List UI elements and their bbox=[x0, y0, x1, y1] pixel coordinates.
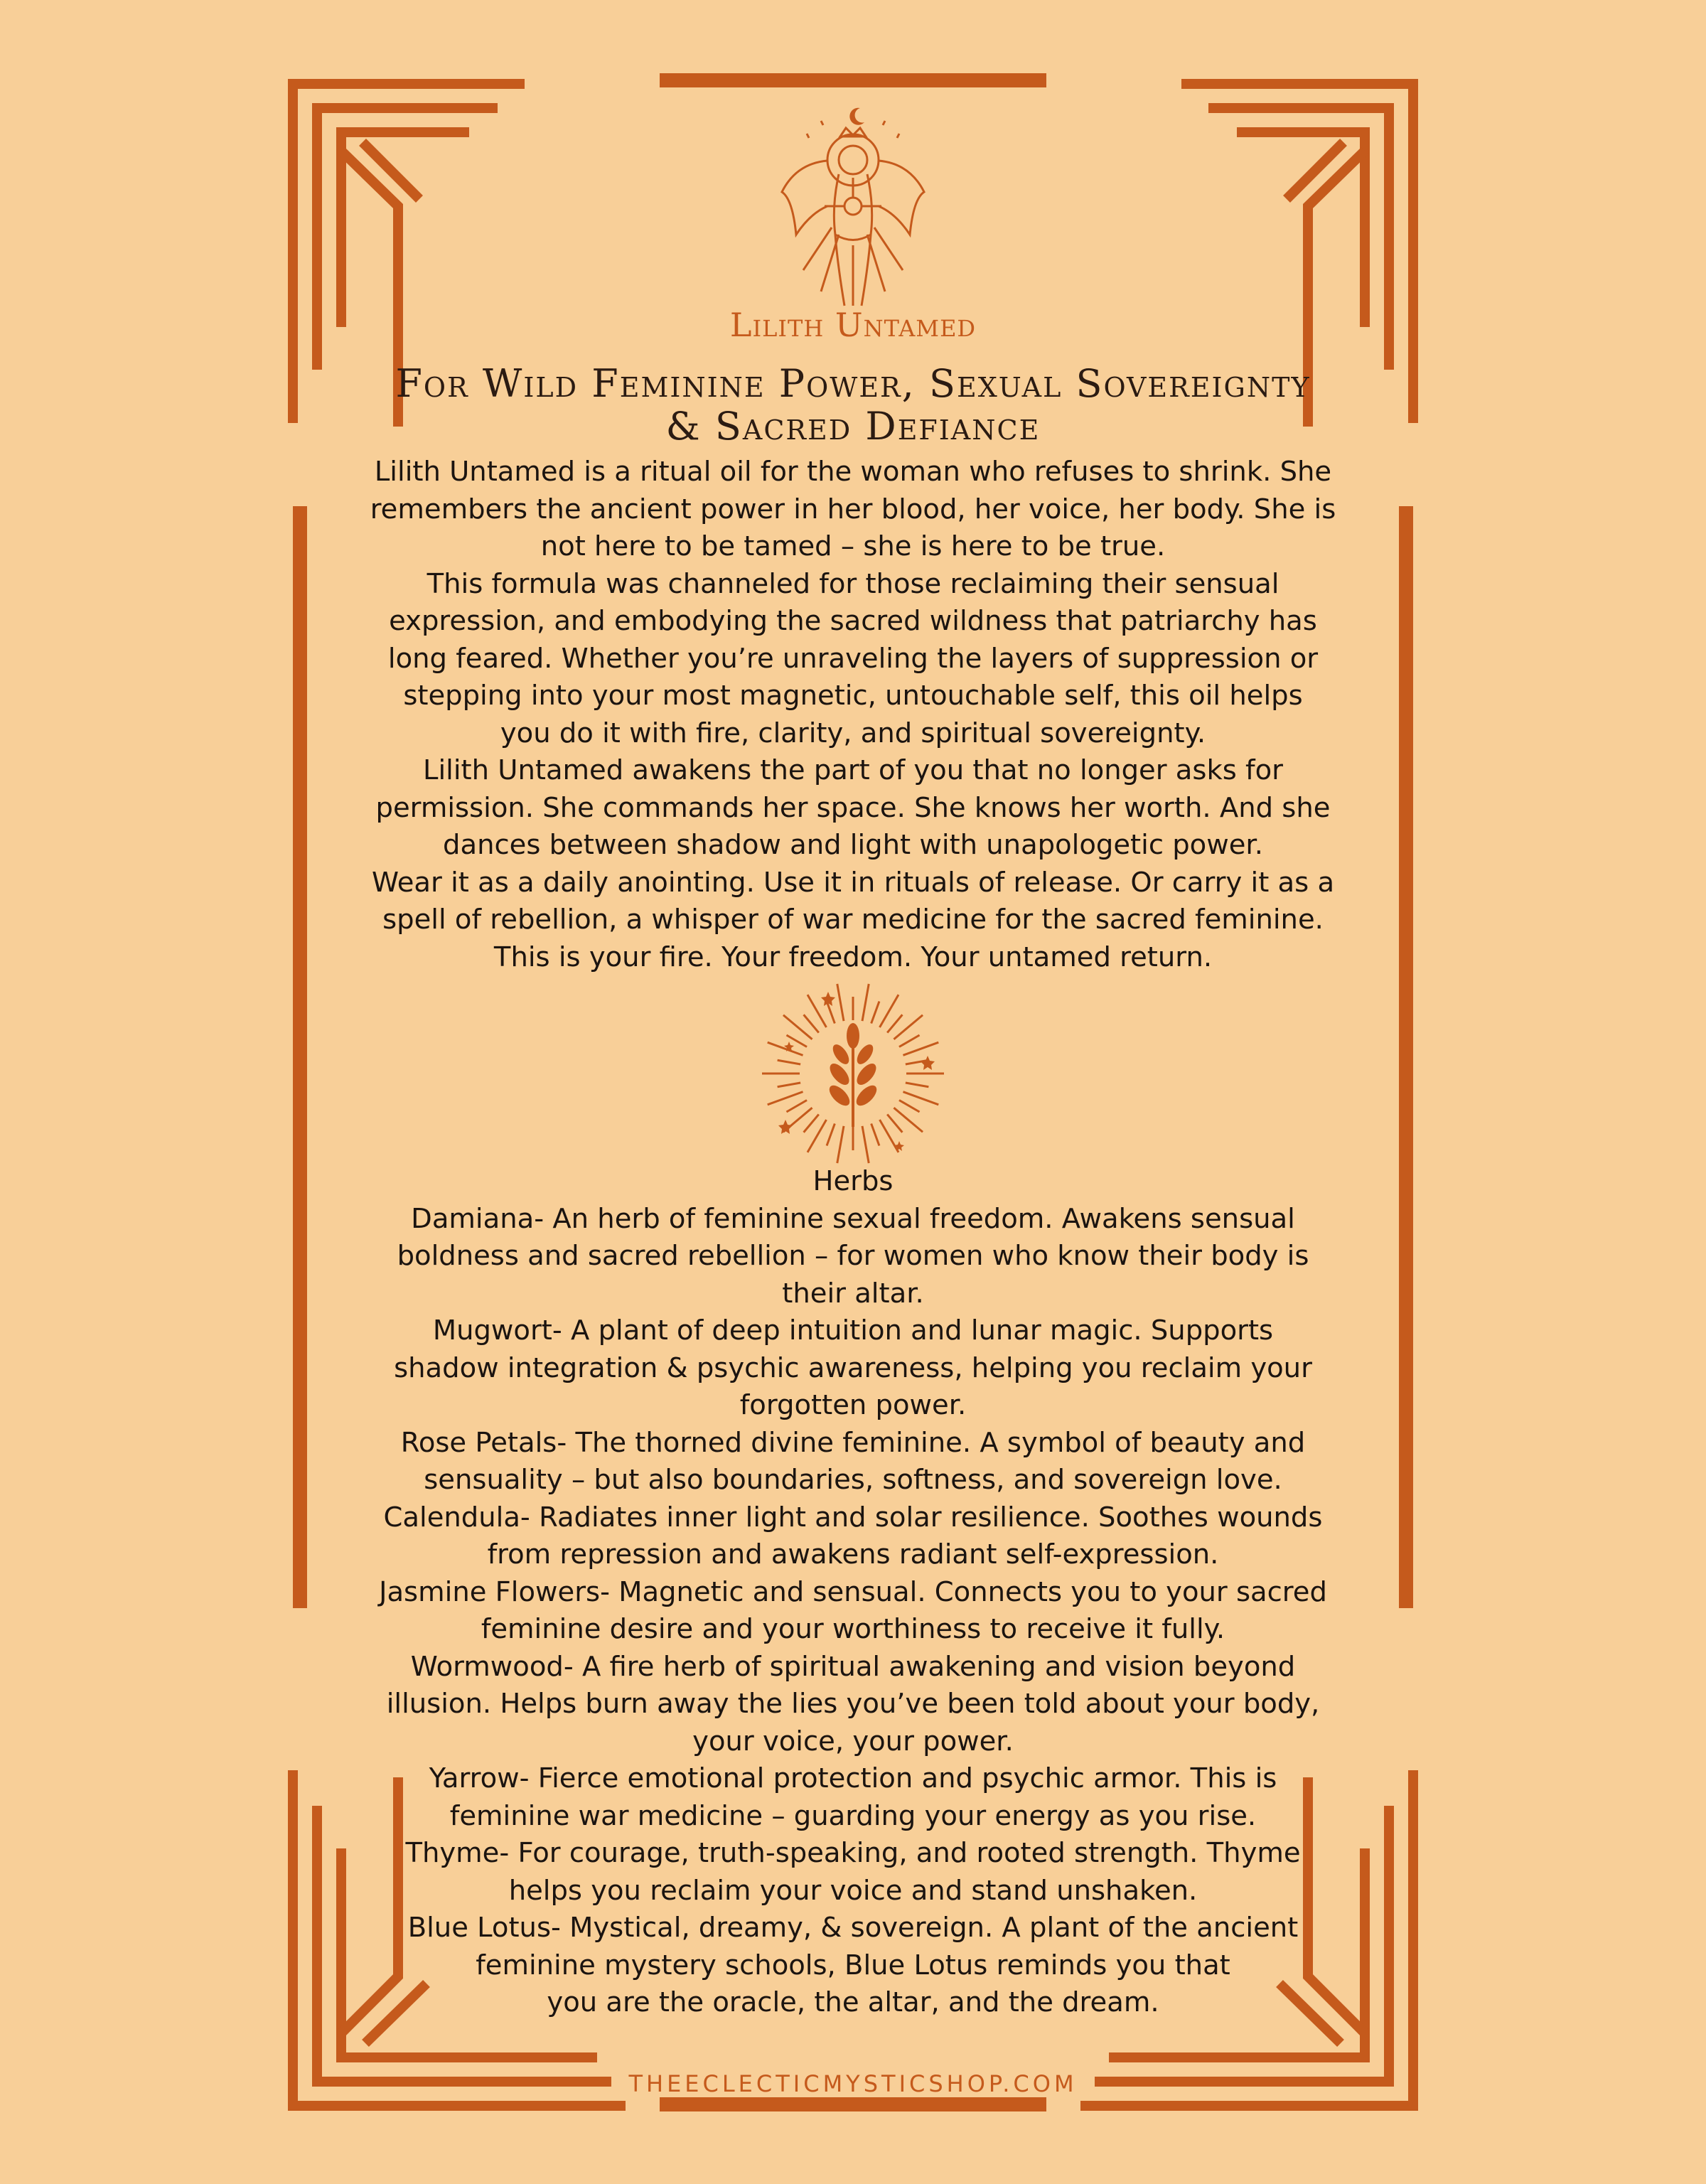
herbs-heading: Herbs bbox=[812, 1165, 894, 1197]
frame-right-bar bbox=[1399, 506, 1413, 1608]
herb-line: Yarrow- Fierce emotional protection and psychic armor. This is bbox=[429, 1762, 1277, 1794]
intro-line: This is your fire. Your freedom. Your untamed return. bbox=[493, 941, 1213, 973]
herb-line: Thyme- For courage, truth-speaking, and rooted strength. Thyme bbox=[405, 1837, 1301, 1869]
sun-ray bbox=[887, 1015, 902, 1032]
sun-ray bbox=[871, 1002, 879, 1024]
sun-ray bbox=[862, 1126, 869, 1163]
sun-ray bbox=[887, 1114, 902, 1132]
herb-line: feminine war medicine – guarding your energy as you rise. bbox=[449, 1799, 1257, 1832]
tagline-line-1: For Wild Feminine Power, Sexual Sovereignty bbox=[395, 361, 1311, 406]
herb-line: from repression and awakens radiant self-expression. bbox=[487, 1538, 1219, 1570]
herb-line: helps you reclaim your voice and stand unshaken. bbox=[508, 1874, 1198, 1907]
sun-sprig-icon bbox=[757, 978, 949, 1169]
herb-line: Blue Lotus- Mystical, dreamy, & sovereign. A plant of the ancient bbox=[407, 1912, 1299, 1944]
intro-line: remembers the ancient power in her blood, her voice, her body. She is bbox=[370, 493, 1336, 525]
herb-line: forgotten power. bbox=[739, 1389, 967, 1421]
sun-ray bbox=[871, 1123, 879, 1145]
herb-line: Damiana- An herb of feminine sexual freedom. Awakens sensual bbox=[411, 1202, 1295, 1235]
intro-line: permission. She commands her space. She knows her worth. And she bbox=[375, 791, 1331, 824]
intro-line: dances between shadow and light with unapologetic power. bbox=[443, 829, 1263, 861]
sun-ray bbox=[804, 1114, 819, 1132]
frame-top-bar bbox=[660, 73, 1046, 87]
intro-text bbox=[341, 454, 1365, 976]
brand-name: Lilith Untamed bbox=[729, 306, 977, 344]
herb-line: sensuality – but also boundaries, softness, and sovereign love. bbox=[424, 1464, 1282, 1496]
herb-line: Rose Petals- The thorned divine feminine. A symbol of beauty and bbox=[400, 1426, 1306, 1459]
sun-ray bbox=[899, 1101, 920, 1113]
sun-ray bbox=[786, 1101, 807, 1113]
intro-line: Lilith Untamed awakens the part of you that no longer asks for bbox=[423, 754, 1283, 786]
intro-line: Lilith Untamed is a ritual oil for the woman who refuses to shrink. She bbox=[374, 456, 1332, 488]
sun-ray bbox=[778, 1083, 800, 1087]
intro-line: spell of rebellion, a whisper of war medicine for the sacred feminine. bbox=[382, 904, 1324, 936]
herb-line: boldness and sacred rebellion – for women who know their body is bbox=[397, 1240, 1309, 1272]
tagline-line-2: & Sacred Defiance bbox=[665, 404, 1041, 449]
sun-ray bbox=[768, 1092, 803, 1105]
intro-line: This formula was channeled for those reclaiming their sensual bbox=[426, 567, 1280, 600]
sun-ray bbox=[862, 984, 869, 1021]
herb-line: feminine desire and your worthiness to receive it fully. bbox=[481, 1613, 1225, 1645]
herb-line: you are the oracle, the altar, and the dream. bbox=[547, 1986, 1159, 2018]
sun-ray bbox=[804, 1015, 819, 1032]
herb-line: illusion. Helps burn away the lies you’ve been told about your body, bbox=[386, 1688, 1320, 1720]
sun-ray bbox=[768, 1042, 803, 1055]
sun-ray bbox=[906, 1083, 928, 1087]
sun-ray bbox=[903, 1092, 938, 1105]
herbs-section bbox=[341, 1163, 1365, 2022]
sun-ray bbox=[837, 984, 844, 1021]
frame-left-bar bbox=[293, 506, 307, 1608]
sun-ray bbox=[778, 1060, 800, 1064]
website-link[interactable]: THEECLECTICMYSTICSHOP.COM bbox=[628, 2070, 1078, 2097]
intro-line: expression, and embodying the sacred wildness that patriarchy has bbox=[389, 605, 1317, 637]
intro-line: stepping into your most magnetic, untouchable self, this oil helps bbox=[403, 680, 1303, 712]
herb-line: feminine mystery schools, Blue Lotus reminds you that bbox=[476, 1949, 1230, 1981]
lilith-logo-icon bbox=[753, 92, 953, 320]
sun-ray bbox=[827, 1123, 835, 1145]
herb-line: your voice, your power. bbox=[692, 1725, 1014, 1757]
herb-line: Calendula- Radiates inner light and solar resilience. Soothes wounds bbox=[383, 1501, 1323, 1533]
herb-line: Wormwood- A fire herb of spiritual awakening and vision beyond bbox=[410, 1650, 1296, 1683]
tagline bbox=[341, 363, 1365, 448]
intro-line: not here to be tamed – she is here to be true. bbox=[540, 530, 1166, 562]
herb-line: shadow integration & psychic awareness, helping you reclaim your bbox=[394, 1351, 1312, 1384]
herb-line: their altar. bbox=[782, 1277, 924, 1310]
sun-ray bbox=[903, 1042, 938, 1055]
frame-bottom-bar bbox=[660, 2097, 1046, 2111]
sun-ray bbox=[899, 1035, 920, 1047]
intro-line: Wear it as a daily anointing. Use it in rituals of release. Or carry it as a bbox=[371, 866, 1335, 899]
sun-ray bbox=[837, 1126, 844, 1163]
intro-line: you do it with fire, clarity, and spiritual sovereignty. bbox=[500, 717, 1206, 749]
intro-line: long feared. Whether you’re unraveling the layers of suppression or bbox=[387, 642, 1319, 675]
herb-line: Mugwort- A plant of deep intuition and lunar magic. Supports bbox=[432, 1315, 1274, 1347]
herb-line: Jasmine Flowers- Magnetic and sensual. Connects you to your sacred bbox=[379, 1575, 1327, 1608]
